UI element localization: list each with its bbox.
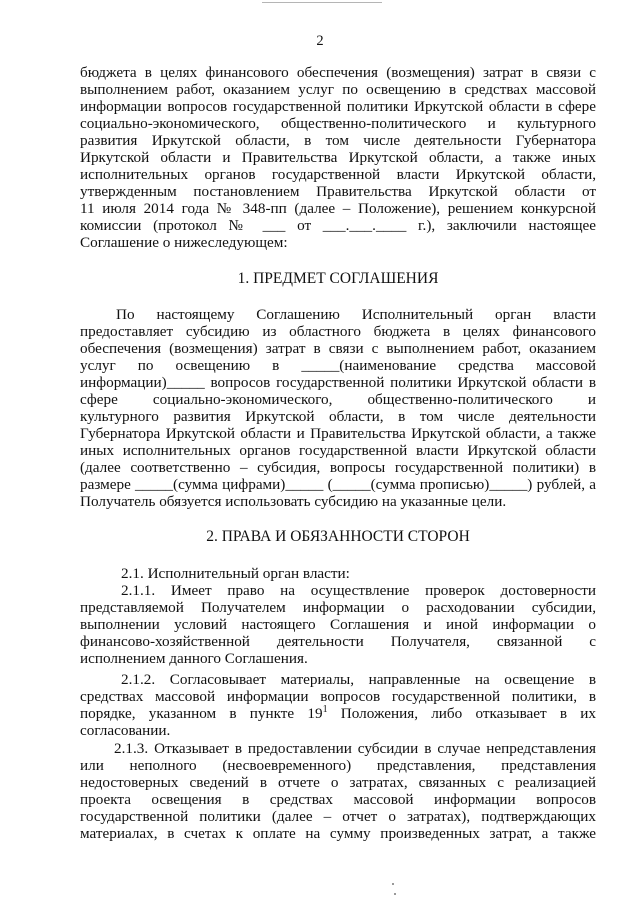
footnote-superscript: 1 [322,703,328,715]
clause-2-1-3-line: проекта освещения в средствах массовой информации вопросов [80,791,596,808]
scan-speck [392,883,394,885]
clause-2-1-2-line: 2.1.2. Согласовывает материалы, направленные на освещение в [121,671,596,688]
section-2-heading: 2. ПРАВА И ОБЯЗАННОСТИ СТОРОН [206,528,470,545]
intro-line: развития Иркутской области, в том числе деятельности Губернатора [80,132,596,149]
page-number: 2 [316,33,324,49]
clause-2-1-3-line: 2.1.3. Отказывает в предоставлении субсидии в случае непредставления [114,740,596,757]
section-1-line: По настоящему Соглашению Исполнительный орган власти [116,306,596,323]
clause-2-1-1-line: выполнении условий настоящего Соглашения и иной информации о [80,616,596,633]
section-1-line: предоставляет субсидию из областного бюджета в целях финансового [80,323,596,340]
intro-line: социально-экономического, общественно-политического и культурного [80,115,596,132]
section-1-line: сфере социально-экономического, общественно-политического и [80,391,596,408]
clause-2-1-2-text: Положения, либо отказывает в их [327,705,596,722]
intro-line: выполнением работ, оказанием услуг по освещению в средствах массовой [80,81,596,98]
section-1-line: услуг по освещению в _____(наименование средства массовой [80,357,596,374]
intro-line: исполнительных органов государственной власти Иркутской области, [80,166,596,183]
top-rule [262,2,382,3]
clause-2-1-3-line: недостоверных сведений в отчете о затратах, связанных с реализацией [80,774,596,791]
clause-2-1: 2.1. Исполнительный орган власти: [121,565,350,582]
clause-2-1-3-line: материалах, в счетах к оплате на сумму произведенных затрат, а также [80,825,596,842]
section-1-line: Получатель обязуется использовать субсидию на указанные цели. [80,493,507,510]
clause-2-1-1-line: представляемой Получателем информации о расходовании субсидии, [80,599,596,616]
intro-line: Иркутской области и Правительства Иркутской области, а также иных [80,149,596,166]
clause-2-1-2-line: средствах массовой информации вопросов государственной политики, в [80,688,596,705]
intro-line: 11 июля 2014 года № 348-пп (далее – Положение), решением конкурсной [80,200,596,217]
intro-line: комиссии (протокол № ___ от ___.___.____ г.), заключили настоящее [80,217,596,234]
intro-line: утвержденным постановлением Правительства Иркутской области от [80,183,596,200]
intro-line: информации вопросов государственной политики Иркутской области в сфере [80,98,596,115]
intro-line: Соглашение о нижеследующем: [80,234,288,251]
section-1-line: обеспечения (возмещения) затрат в связи с выполнением работ, оказанием [80,340,596,357]
clause-2-1-1-line: финансово-хозяйственной деятельности Получателя, связанной с [80,633,596,650]
clause-2-1-3-line: государственной политики (далее – отчет о затратах), подтверждающих [80,808,596,825]
section-1-line: информации)_____ вопросов государственной политики Иркутской области в [80,374,596,391]
clause-2-1-1-line: 2.1.1. Имеет право на осуществление проверок достоверности [121,582,596,599]
section-1-line: (далее соответственно – субсидия, вопросы государственной политики) в [80,459,596,476]
clause-2-1-3-line: или неполного (несвоевременного) представления, представления [80,757,596,774]
intro-line: бюджета в целях финансового обеспечения (возмещения) затрат в связи с [80,64,596,81]
section-1-line: культурного развития Иркутской области, в том числе деятельности [80,408,596,425]
clause-2-1-2-text: порядке, указанном в пункте 19 [80,705,323,722]
scan-speck [394,893,396,895]
clause-2-1-2-line [80,705,596,722]
section-1-heading: 1. ПРЕДМЕТ СОГЛАШЕНИЯ [237,270,439,287]
section-1-line: Губернатора Иркутской области и Правительства Иркутской области, а также [80,425,596,442]
section-1-line: размере _____(сумма цифрами)_____ (_____(сумма прописью)_____) рублей, а [80,476,596,493]
clause-2-1-1-line: исполнением данного Соглашения. [80,650,308,667]
section-1-line: иных исполнительных органов государственной власти Иркутской области [80,442,596,459]
clause-2-1-2-line: согласовании. [80,722,171,739]
